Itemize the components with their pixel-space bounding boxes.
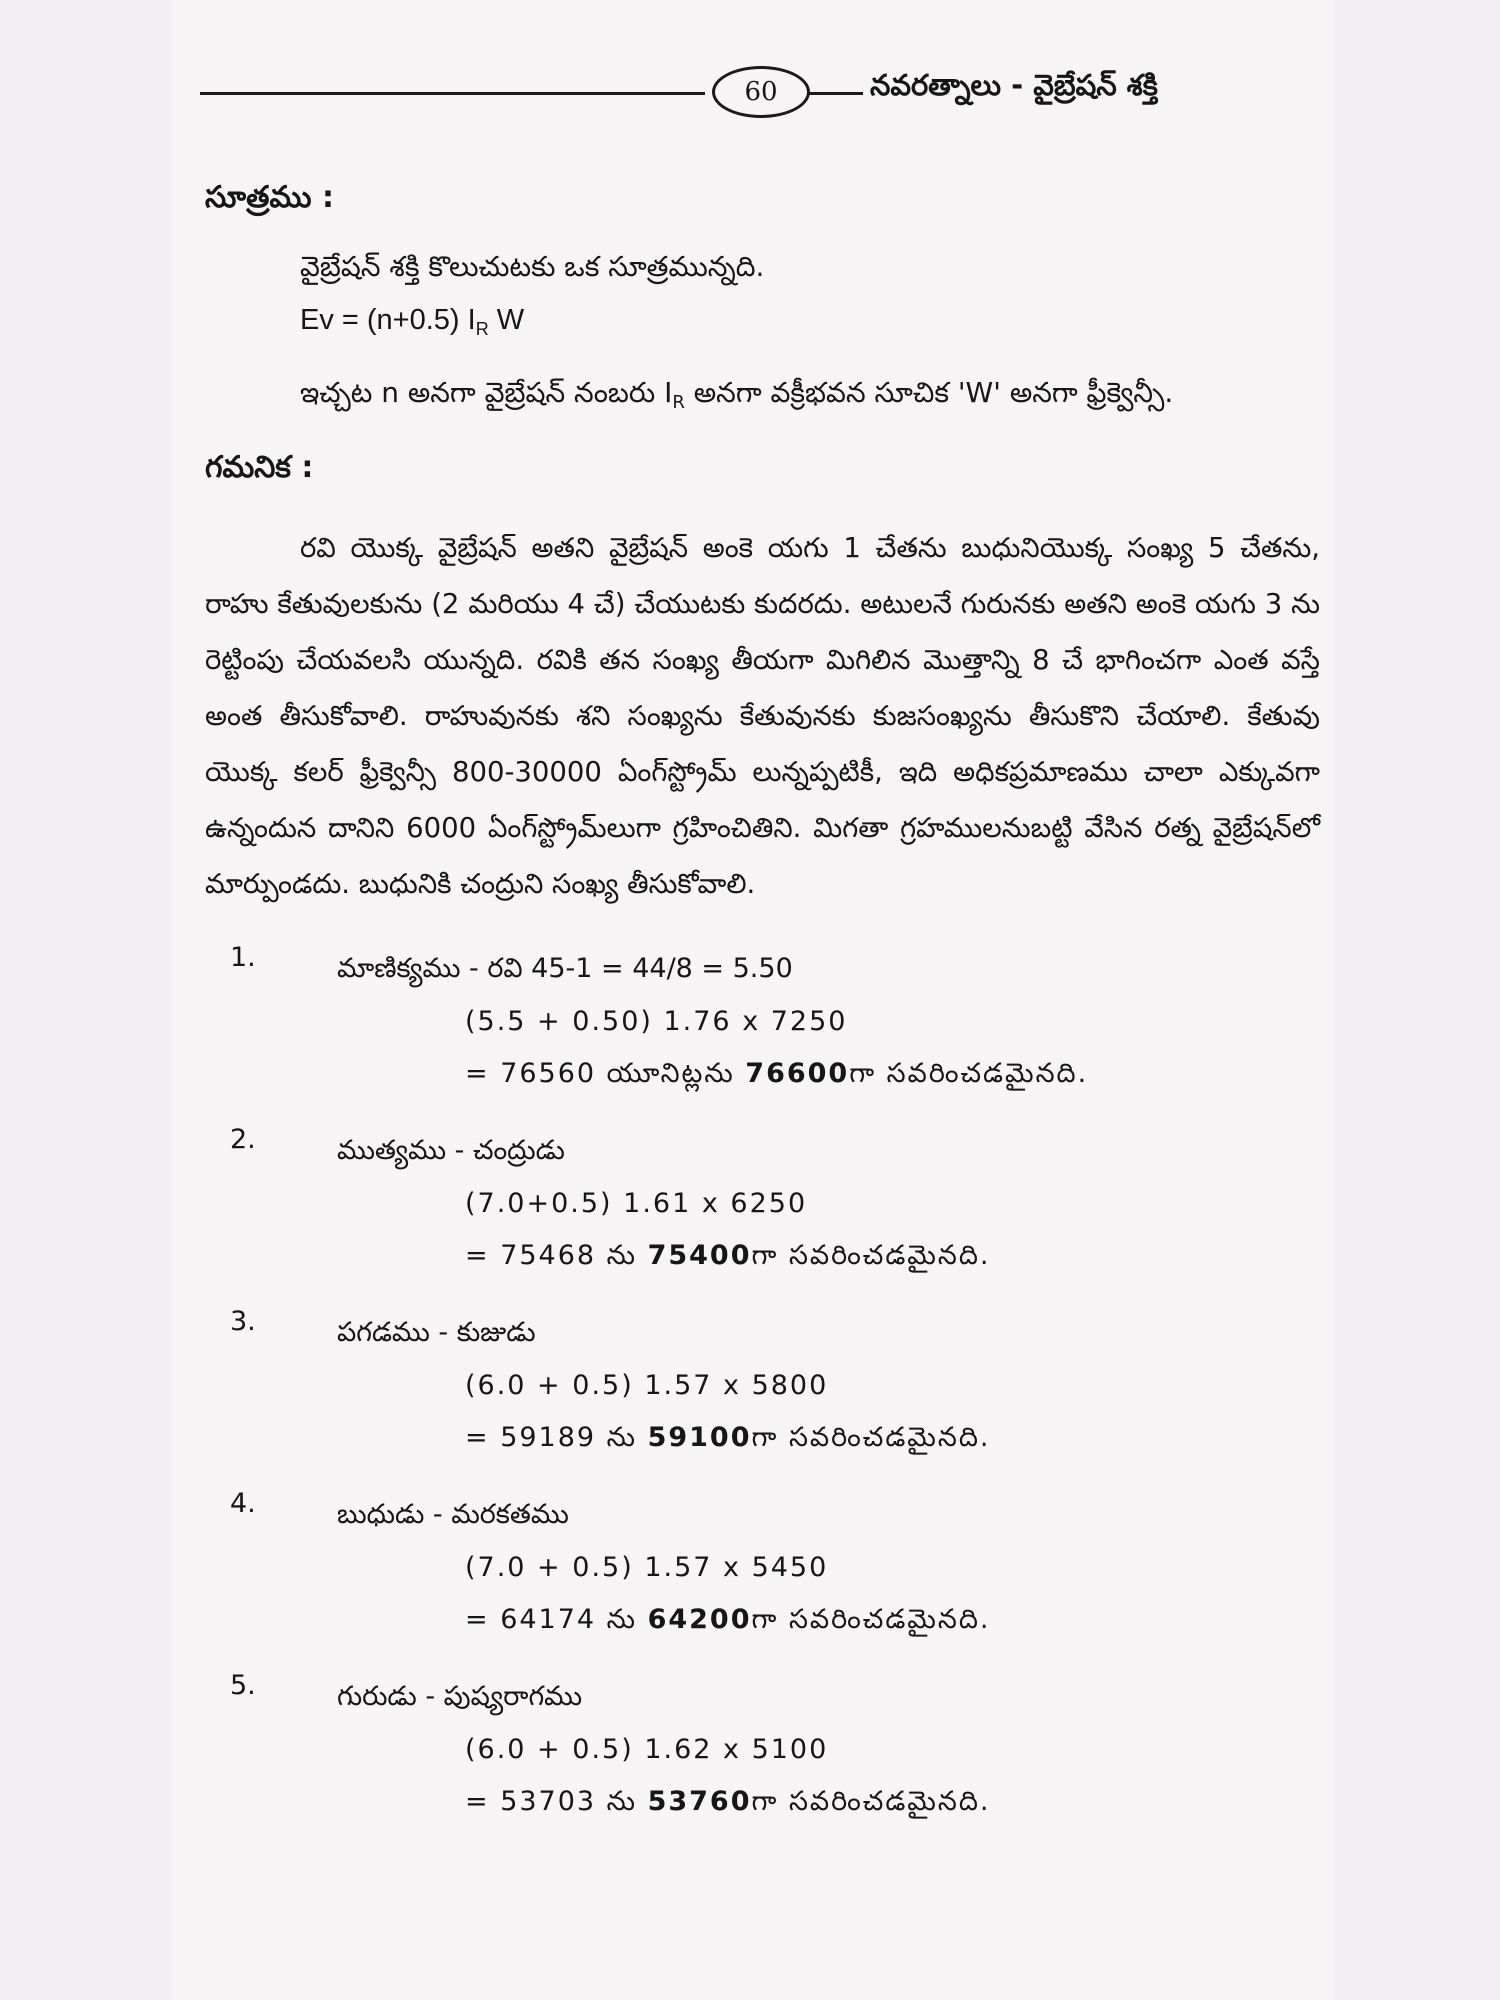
item-number: 3. xyxy=(230,1306,256,1337)
running-title: నవరత్నాలు - వైబ్రేషన్ శక్తి xyxy=(870,68,1158,102)
calculation-item xyxy=(205,1124,1320,1282)
item-calculation: (6.0 + 0.5) 1.57 x 5800 xyxy=(465,1370,829,1401)
formula-subscript: R xyxy=(475,319,489,339)
page-number: 60 xyxy=(712,66,810,118)
formula-intro: వైబ్రేషన్ శక్తి కొలుచుటకు ఒక సూత్రమున్నది. xyxy=(300,250,765,283)
formula-suffix: W xyxy=(488,304,525,336)
explain-subscript: R xyxy=(672,392,685,413)
item-calculation: (7.0+0.5) 1.61 x 6250 xyxy=(465,1188,808,1219)
calculation-item xyxy=(205,1670,1320,1828)
item-result xyxy=(205,1594,1320,1646)
result-value: 59100 xyxy=(647,1422,752,1453)
result-value: 64200 xyxy=(647,1604,752,1635)
item-calculation: (7.0 + 0.5) 1.57 x 5450 xyxy=(465,1552,829,1583)
item-result xyxy=(205,1776,1320,1828)
formula-heading: సూత్రము : xyxy=(205,180,335,215)
result-suffix: గా సవరించడమైనది. xyxy=(751,1240,991,1271)
formula-prefix: Ev = (n+0.5) I xyxy=(300,304,476,336)
item-result xyxy=(205,1412,1320,1464)
item-result xyxy=(205,1230,1320,1282)
calculation-item xyxy=(205,1488,1320,1646)
result-prefix: = 76560 యూనిట్లను xyxy=(465,1058,746,1089)
explain-suffix: అనగా వక్రీభవన సూచిక 'W' అనగా ఫ్రీక్వెన్సీ. xyxy=(684,376,1174,409)
header-rule-right xyxy=(808,92,863,95)
item-calculation: (6.0 + 0.5) 1.62 x 5100 xyxy=(465,1734,829,1765)
result-value: 75400 xyxy=(647,1240,752,1271)
result-suffix: గా సవరించడమైనది. xyxy=(751,1604,991,1635)
page-header xyxy=(200,62,1310,116)
formula-explanation xyxy=(205,376,1320,440)
explain-prefix: ఇచ్చట n అనగా వైబ్రేషన్ నంబరు I xyxy=(300,376,673,409)
item-title: ముత్యము - చంద్రుడు xyxy=(337,1135,565,1166)
item-title: గురుడు - పుష్యరాగము xyxy=(337,1681,583,1712)
note-paragraph: రవి యొక్క వైబ్రేషన్ అతని వైబ్రేషన్ అంకె యగు 1 చేతను బుధునియొక్క సంఖ్య 5 చేతను, రాహు కేతువులకును (2 మరియు 4 చే) చేయుటకు కుదరదు. అటులనే గురునకు అతని అంకె యగు 3 ను రెట్టింపు చేయవలసి యున్నది. రవికి తన సంఖ్య తీయగా మిగిలిన మొత్తాన్ని 8 చే భాగించగా ఎంత వస్తే అంత తీసుకోవాలి. రాహువునకు శని సంఖ్యను కేతువునకు కుజసంఖ్యను తీసుకొని చేయాలి. కేతువు యొక్క కలర్ ఫ్రీక్వెన్సీ 800-30000 ఏంగ్‌స్ట్రోమ్ లున్నప్పటికీ, ఇది అధికప్రమాణము చాలా ఎక్కువగా ఉన్నందున దానిని 6000 ఏంగ్‌స్ట్రోమ్‌లుగా గ్రహించితిని. మిగతా గ్రహములనుబట్టి వేసిన రత్న వైబ్రేషన్‌లో మార్పుండదు. బుధునికి చంద్రుని సంఖ్య తీసుకోవాలి. xyxy=(205,532,1320,900)
result-suffix: గా సవరించడమైనది. xyxy=(751,1786,991,1817)
formula-expression xyxy=(205,304,1320,376)
page-content xyxy=(205,180,1320,1828)
item-title: మాణిక్యము - రవి 45-1 = 44/8 = 5.50 xyxy=(337,953,793,984)
result-prefix: = 64174 ను xyxy=(465,1604,648,1635)
calculation-item xyxy=(205,1306,1320,1464)
item-title: బుధుడు - మరకతము xyxy=(337,1499,569,1530)
header-rule-left xyxy=(200,92,705,95)
calculation-item xyxy=(205,942,1320,1100)
result-prefix: = 75468 ను xyxy=(465,1240,648,1271)
item-number: 1. xyxy=(230,942,256,973)
item-title: పగడము - కుజుడు xyxy=(337,1317,536,1348)
result-value: 53760 xyxy=(647,1786,752,1817)
result-prefix: = 53703 ను xyxy=(465,1786,648,1817)
note-heading: గమనిక : xyxy=(205,450,314,485)
item-number: 4. xyxy=(230,1488,256,1519)
result-value: 76600 xyxy=(745,1058,850,1089)
item-number: 2. xyxy=(230,1124,256,1155)
calculation-list xyxy=(205,942,1320,1828)
item-number: 5. xyxy=(230,1670,256,1701)
result-suffix: గా సవరించడమైనది. xyxy=(849,1058,1089,1089)
result-suffix: గా సవరించడమైనది. xyxy=(751,1422,991,1453)
item-result xyxy=(205,1048,1320,1100)
result-prefix: = 59189 ను xyxy=(465,1422,648,1453)
item-calculation: (5.5 + 0.50) 1.76 x 7250 xyxy=(465,1006,848,1037)
